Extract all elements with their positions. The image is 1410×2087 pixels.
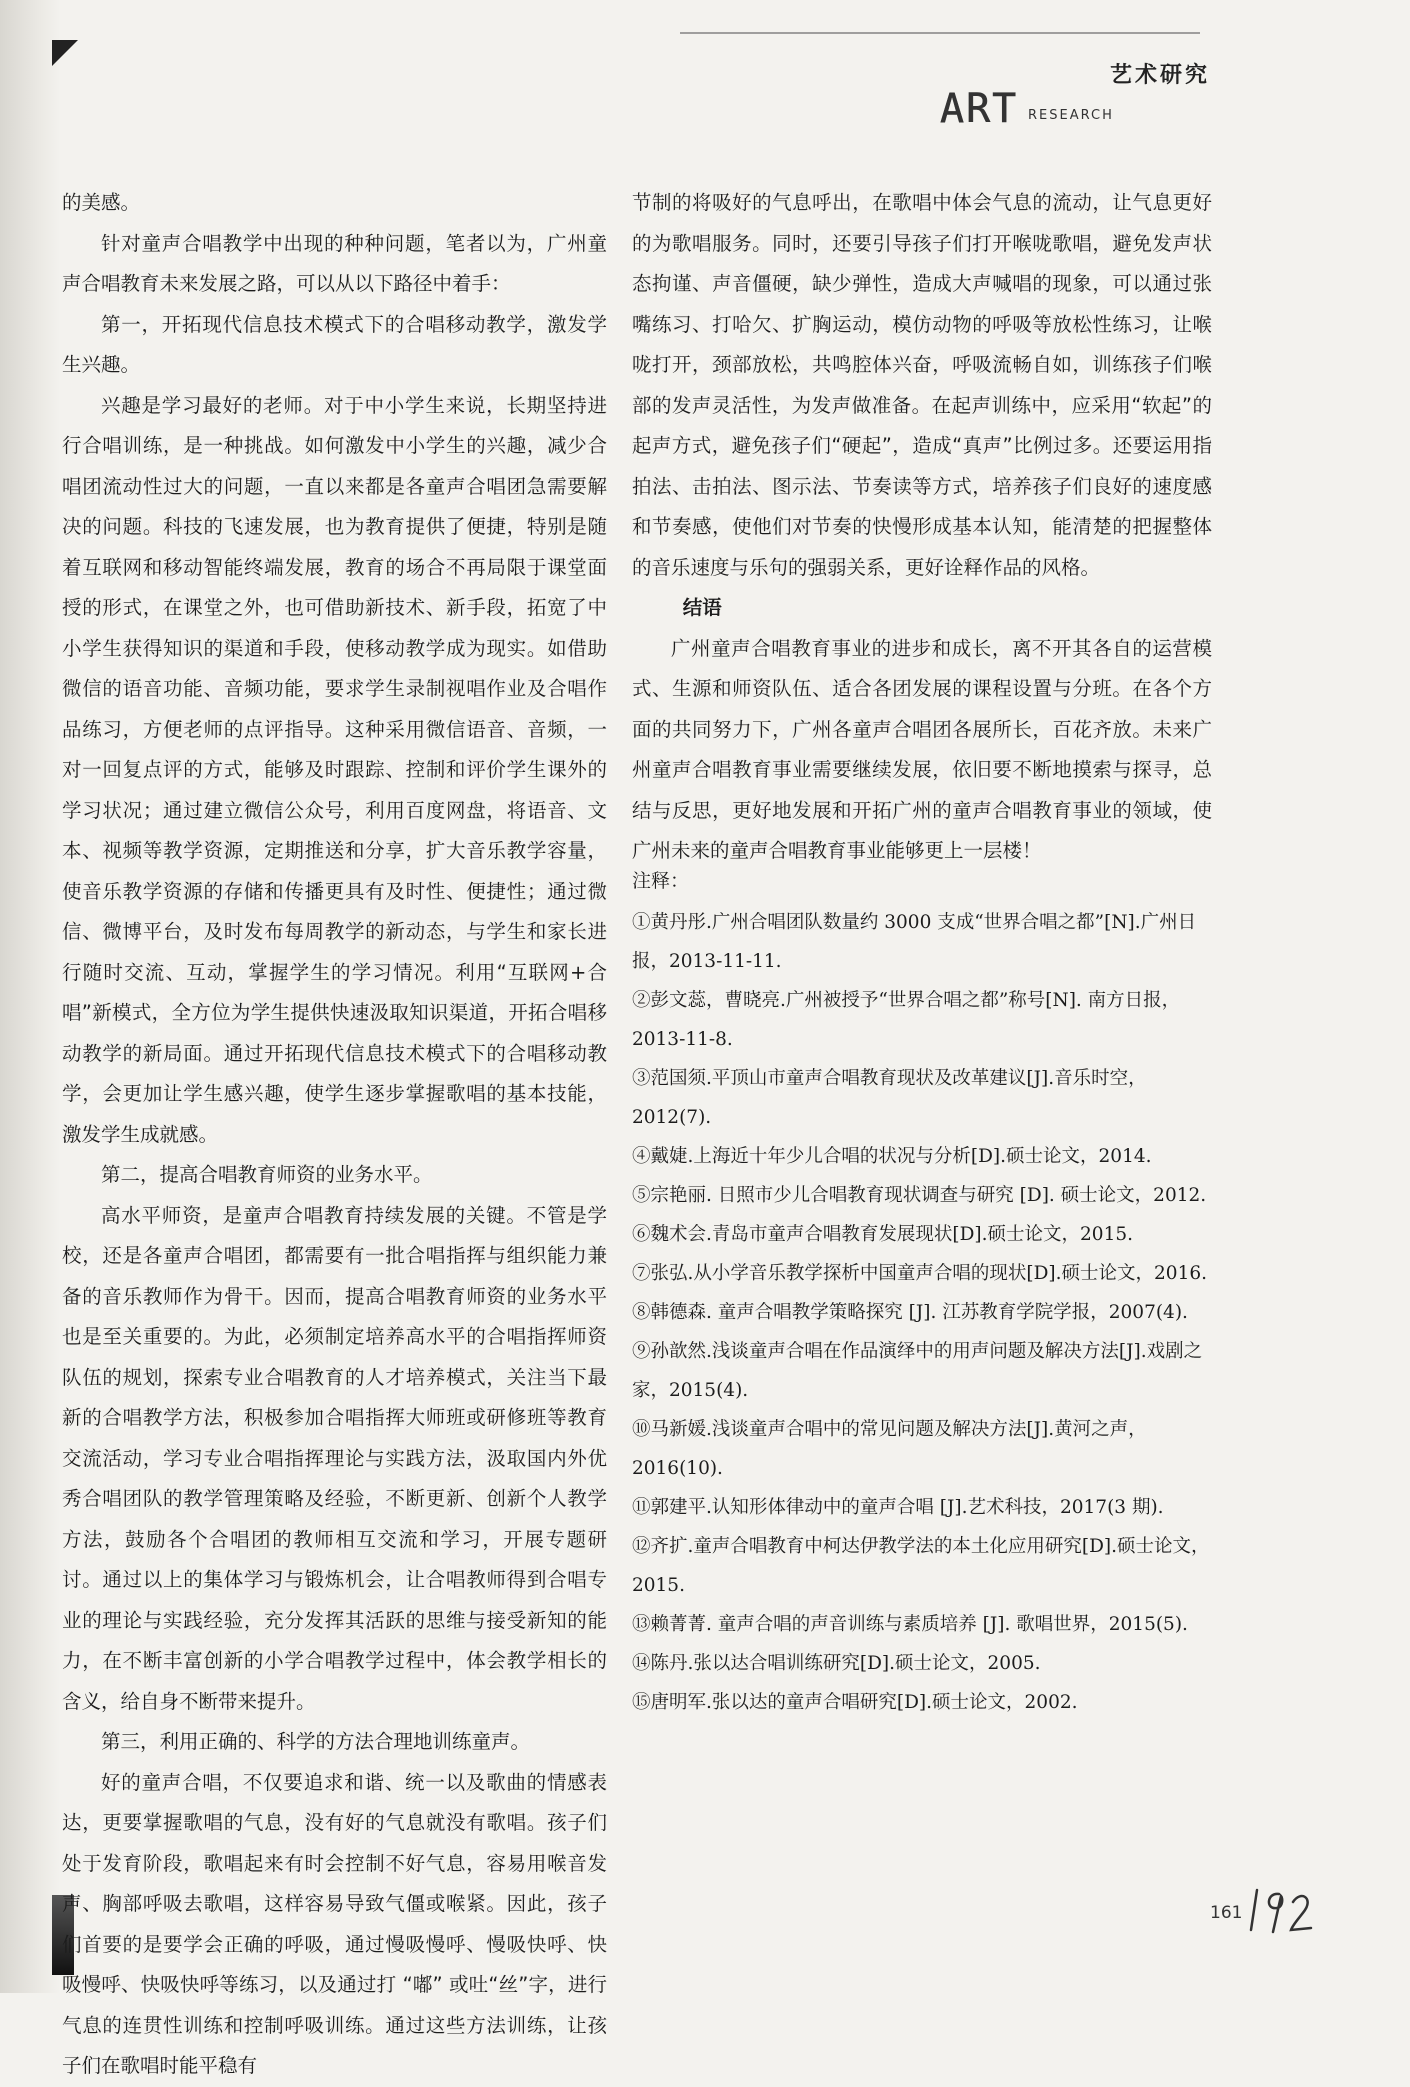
scan-edge-shadow xyxy=(0,0,60,1993)
logo-en: ART xyxy=(940,86,1019,132)
paragraph: 高水平师资，是童声合唱教育持续发展的关键。不管是学校，还是各童声合唱团，都需要有一批合唱指挥与组织能力兼备的音乐教师作为骨干。因而，提高合唱教育师资的业务水平也是至关重要的。为此，必须制定培养高水平的合唱指挥师资队伍的规划，探索专业合唱教育的人才培养模式，关注当下最新的合唱教学方法，积极参加合唱指挥大师班或研修班等教育交流活动，学习专业合唱指挥理论与实践方法，汲取国内外优秀合唱团队的教学管理策略及经验，不断更新、创新个人教学方法，鼓励各个合唱团的教师相互交流和学习，开展专题研讨。通过以上的集体学习与锻炼机会，让合唱教师得到合唱专业的理论与实践经验，充分发挥其活跃的思维与接受新知的能力，在不断丰富创新的小学合唱教学过程中，体会教学相长的含义，给自身不断带来提升。 xyxy=(62,1203,607,1713)
reference-item: ⑧韩德森. 童声合唱教学策略探究 [J]. 江苏教育学院学报，2007(4). xyxy=(632,1302,1188,1323)
references xyxy=(632,862,1217,1722)
reference-item: ⑤宗艳丽. 日照市少儿合唱教育现状调查与研究 [D]. 硕士论文，2012. xyxy=(632,1185,1207,1206)
reference-item: ⑪郭建平.认知形体律动中的童声合唱 [J].艺术科技，2017(3 期). xyxy=(632,1497,1164,1518)
reference-item: ⑬赖菁菁. 童声合唱的声音训练与素质培养 [J]. 歌唱世界，2015(5). xyxy=(632,1614,1188,1635)
reference-item: ⑮唐明军.张以达的童声合唱研究[D].硕士论文，2002. xyxy=(632,1692,1078,1713)
reference-item: ②彭文蕊，曹晓亮.广州被授予“世界合唱之都”称号[N]. 南方日报，2013-11-8. xyxy=(632,990,1181,1050)
reference-item: ⑨孙歆然.浅谈童声合唱在作品演绎中的用声问题及解决方法[J].戏剧之家，2015(4). xyxy=(632,1341,1203,1401)
conclusion-title: 结语 xyxy=(682,596,722,619)
right-column xyxy=(632,183,1212,872)
logo-cn: 艺术研究 xyxy=(1109,63,1210,88)
paragraph: 节制的将吸好的气息呼出，在歌唱中体会气息的流动，让气息更好的为歌唱服务。同时，还要引导孩子们打开喉咙歌唱，避免发声状态拘谨、声音僵硬，缺少弹性，造成大声喊唱的现象，可以通过张嘴练习、打哈欠、扩胸运动，模仿动物的呼吸等放松性练习，让喉咙打开，颈部放松，共鸣腔体兴奋，呼吸流畅自如，训练孩子们喉部的发声灵活性，为发声做准备。在起声训练中，应采用“软起”的起声方式，避免孩子们“硬起”，造成“真声”比例过多。还要运用指拍法、击拍法、图示法、节奏读等方式，培养孩子们良好的速度感和节奏感，使他们对节奏的快慢形成基本认知，能清楚的把握整体的音乐速度与乐句的强弱关系，更好诠释作品的风格。 xyxy=(632,191,1212,579)
reference-item: ⑦张弘.从小学音乐教学探析中国童声合唱的现状[D].硕士论文，2016. xyxy=(632,1263,1207,1284)
references-label: 注释： xyxy=(632,870,690,892)
reference-item: ⑫齐扩.童声合唱教育中柯达伊教学法的本土化应用研究[D].硕士论文，2015. xyxy=(632,1536,1210,1596)
journal-logo xyxy=(940,58,1220,132)
reference-item: ⑭陈丹.张以达合唱训练研究[D].硕士论文，2005. xyxy=(632,1653,1041,1674)
reference-item: ⑥魏术会.青岛市童声合唱教育发展现状[D].硕士论文，2015. xyxy=(632,1224,1133,1245)
reference-item: ③范国须.平顶山市童声合唱教育现状及改革建议[J].音乐时空，2012(7). xyxy=(632,1068,1147,1128)
reference-item: ①黄丹彤.广州合唱团队数量约 3000 支成“世界合唱之都”[N].广州日报，2013-11-11. xyxy=(632,912,1197,972)
handwritten-number xyxy=(1245,1880,1315,1940)
header-rule xyxy=(680,32,1200,34)
paragraph: 的美感。 xyxy=(62,191,141,214)
page-number: 161 xyxy=(1210,1903,1243,1923)
paragraph: 好的童声合唱，不仅要追求和谐、统一以及歌曲的情感表达，更要掌握歌唱的气息，没有好的气息就没有歌唱。孩子们处于发育阶段，歌唱起来有时会控制不好气息，容易用喉音发声、胸部呼吸去歌唱，这样容易导致气僵或喉紧。因此，孩子们首要的是要学会正确的呼吸，通过慢吸慢呼、慢吸快呼、快吸慢呼、快吸快呼等练习，以及通过打 “嘟” 或吐“丝”字，进行气息的连贯性训练和控制呼吸训练。通过这些方法训练，让孩子们在歌唱时能平稳有 xyxy=(62,1770,607,2077)
reference-item: ⑩马新媛.浅谈童声合唱中的常见问题及解决方法[J].黄河之声，2016(10). xyxy=(632,1419,1147,1479)
paragraph: 兴趣是学习最好的老师。对于中小学生来说，长期坚持进行合唱训练，是一种挑战。如何激发中小学生的兴趣，减少合唱团流动性过大的问题，一直以来都是各童声合唱团急需要解决的问题。科技的飞速发展，也为教育提供了便捷，特别是随着互联网和移动智能终端发展，教育的场合不再局限于课堂面授的形式，在课堂之外，也可借助新技术、新手段，拓宽了中小学生获得知识的渠道和手段，使移动教学成为现实。如借助微信的语音功能、音频功能，要求学生录制视唱作业及合唱作品练习，方便老师的点评指导。这种采用微信语音、音频，一对一回复点评的方式，能够及时跟踪、控制和评价学生课外的学习状况；通过建立微信公众号，利用百度网盘，将语音、文本、视频等教学资源，定期推送和分享，扩大音乐教学容量，使音乐教学资源的存储和传播更具有及时性、便捷性；通过微信、微博平台，及时发布每周教学的新动态，与学生和家长进行随时交流、互动，掌握学生的学习情况。利用“互联网+合唱”新模式，全方位为学生提供快速汲取知识渠道，开拓合唱移动教学的新局面。通过开拓现代信息技术模式下的合唱移动教学，会更加让学生感兴趣，使学生逐步掌握歌唱的基本技能，激发学生成就感。 xyxy=(62,393,607,1146)
section-heading: 第一，开拓现代信息技术模式下的合唱移动教学，激发学生兴趣。 xyxy=(62,312,607,376)
section-heading: 第二，提高合唱教育师资的业务水平。 xyxy=(101,1163,433,1186)
section-heading: 第三，利用正确的、科学的方法合理地训练童声。 xyxy=(101,1730,531,1753)
paragraph: 针对童声合唱教学中出现的种种问题，笔者以为，广州童声合唱教育未来发展之路，可以从以下路径中着手： xyxy=(62,231,607,295)
logo-sub: RESEARCH xyxy=(1028,108,1114,123)
paragraph: 广州童声合唱教育事业的进步和成长，离不开其各自的运营模式、生源和师资队伍、适合各团发展的课程设置与分班。在各个方面的共同努力下，广州各童声合唱团各展所长，百花齐放。未来广州童声合唱教育事业需要继续发展，依旧要不断地摸索与探寻，总结与反思，更好地发展和开拓广州的童声合唱教育事业的领域，使广州未来的童声合唱教育事业能够更上一层楼！ xyxy=(632,636,1212,862)
corner-mark xyxy=(52,40,78,66)
reference-item: ④戴婕.上海近十年少儿合唱的状况与分析[D].硕士论文，2014. xyxy=(632,1146,1152,1167)
left-column xyxy=(62,183,607,2087)
